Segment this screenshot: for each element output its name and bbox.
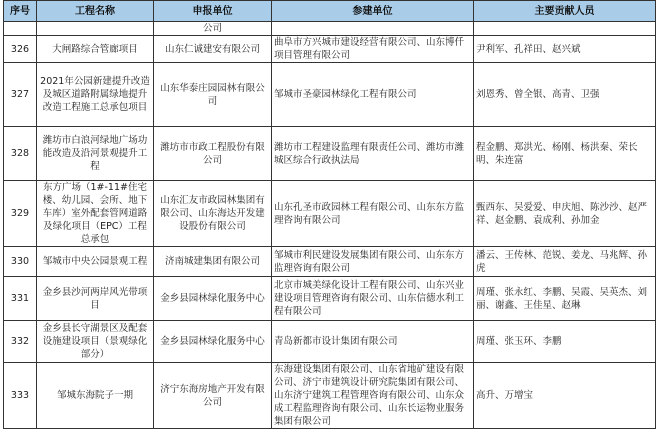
- header-contributors: 主要贡献人员: [474, 1, 656, 22]
- table-row: [4, 127, 656, 181]
- row-no: 332: [4, 321, 37, 363]
- row-participants: 青岛新都市设计集团有限公司: [272, 321, 474, 363]
- row-no: 327: [4, 63, 37, 127]
- row-project-name: 2021年公园新建提升改造及城区道路附属绿地提升改造工程施工总承包项目: [37, 63, 154, 127]
- header-project-name: 工程名称: [37, 1, 154, 22]
- row-contributors: 甄西东、吴爱爱、申庆旭、陈沙沙、赵严祥、赵金鹏、袁成利、孙加金: [474, 181, 656, 247]
- row-participants: 潍坊市工程建设监理有限责任公司、潍坊市潍城区综合行政执法局: [272, 127, 474, 181]
- row-participants: 东海建设集团有限公司、山东省地矿建设有限公司、济宁市建筑设计研究院集团有限公司、山东济宁建筑工程管理咨询有限公司、山东众成工程监理咨询有限公司、山东长运物业服务集团有限公司: [272, 363, 474, 429]
- row-project-name: 潍坊市白浪河绿地广场功能改造及沿河景观提升工程: [37, 127, 154, 181]
- row-contributors: 周瑾、张永红、李鹏、吴霞、吴英杰、刘丽、谢鑫、王佳星、赵琳: [474, 277, 656, 321]
- row-project-name: 东方广场（1#-11#住宅楼、幼儿园、会所、地下车库）室外配套管网道路及绿化项目（EPC）工程总承包: [37, 181, 154, 247]
- row-contributors: 刘恩秀、曾全银、高青、卫强: [474, 63, 656, 127]
- table-row: [4, 363, 656, 429]
- table-row: [4, 63, 656, 127]
- table-row: [4, 36, 656, 63]
- row-applicant: 济南城建集团有限公司: [154, 247, 272, 277]
- row-project-name: 邹城东海院子一期: [37, 363, 154, 429]
- row-no: 326: [4, 36, 37, 63]
- row-project-name: 邹城市中央公园景观工程: [37, 247, 154, 277]
- row-contributors: 尹利军、孔祥田、赵兴斌: [474, 36, 656, 63]
- row-participants: 曲阜市方兴城市建设经营有限公司、山东博仟项目管理有限公司: [272, 36, 474, 63]
- row-applicant: 济宁东海房地产开发有限公司: [154, 363, 272, 429]
- header-participants: 参建单位: [272, 1, 474, 22]
- row-participants: 邹城市圣豪园林绿化工程有限公司: [272, 63, 474, 127]
- table-row: [4, 321, 656, 363]
- row-participants: 山东孔圣市政园林工程有限公司、山东东方监理咨询有限公司: [272, 181, 474, 247]
- row-applicant: 山东仁诚建安有限公司: [154, 36, 272, 63]
- row-applicant: 金乡县园林绿化服务中心: [154, 277, 272, 321]
- row-no: 330: [4, 247, 37, 277]
- row-contributors: 周瑾、张玉环、李鹏: [474, 321, 656, 363]
- row-project-name: 金乡县长守湖景区及配套设施建设项目（景观绿化部分）: [37, 321, 154, 363]
- row-applicant: 山东华泰庄园园林有限公司: [154, 63, 272, 127]
- row-applicant: 金乡县园林绿化服务中心: [154, 321, 272, 363]
- row-no: 333: [4, 363, 37, 429]
- row-project-name: 大闸路综合管廊项目: [37, 36, 154, 63]
- row-contributors: 高升、万增宝: [474, 363, 656, 429]
- row-participants: 邹城市利民建设发展集团有限公司、山东东方监理咨询有限公司: [272, 247, 474, 277]
- table-row: [4, 181, 656, 247]
- carry-over-text: 公司: [154, 22, 272, 36]
- row-applicant: 山东汇友市政园林集团有限公司、山东海达开发建设股份有限公司: [154, 181, 272, 247]
- table-row: [4, 247, 656, 277]
- row-applicant: 潍坊市市政工程股份有限公司: [154, 127, 272, 181]
- table-row: [4, 277, 656, 321]
- row-contributors: 潘云、王传林、范锐、姜龙、马兆辉、孙虎: [474, 247, 656, 277]
- row-no: 328: [4, 127, 37, 181]
- row-no: 331: [4, 277, 37, 321]
- row-no: 329: [4, 181, 37, 247]
- table-header-row: [4, 1, 656, 22]
- header-applicant: 申报单位: [154, 1, 272, 22]
- carry-over-row: [4, 22, 656, 36]
- project-table: [3, 0, 656, 429]
- row-participants: 北京市城美绿化设计工程有限公司、山东兴业建设项目管理咨询有限公司、山东信德水利工程有限公司: [272, 277, 474, 321]
- header-no: 序号: [4, 1, 37, 22]
- row-project-name: 金乡县沙河两岸风光带项目: [37, 277, 154, 321]
- row-contributors: 程金鹏、郑洪光、杨刚、杨洪秦、荣长明、朱连富: [474, 127, 656, 181]
